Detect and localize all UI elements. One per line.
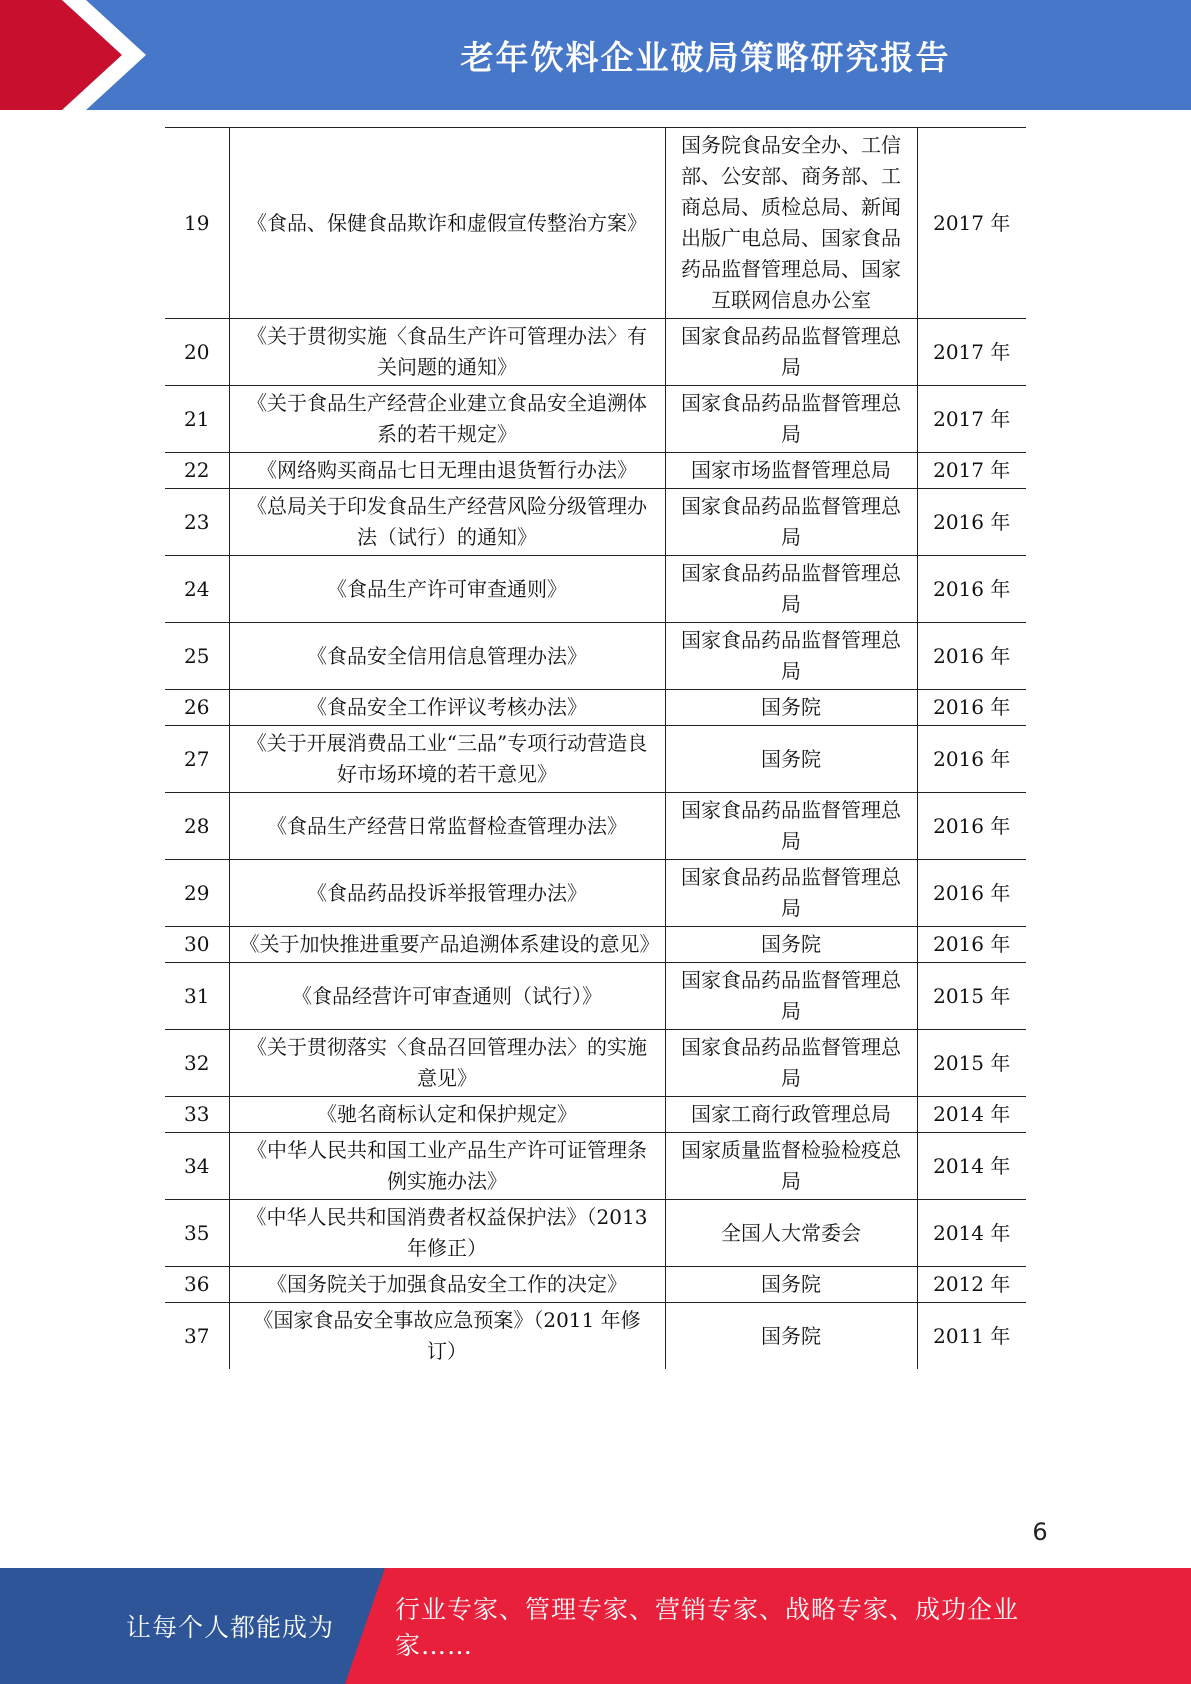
issuing-department: 国家食品药品监督管理总局 <box>665 319 917 386</box>
footer-slogan-right: 行业专家、管理专家、营销专家、战略专家、成功企业家…… <box>395 1595 1020 1660</box>
row-number: 29 <box>165 860 229 927</box>
table-row <box>165 690 1026 726</box>
issue-year: 2016 年 <box>917 793 1026 860</box>
issuing-department: 国家食品药品监督管理总局 <box>665 386 917 453</box>
issue-year: 2014 年 <box>917 1133 1026 1200</box>
header-chevron-icon <box>0 0 160 110</box>
table-row <box>165 128 1026 319</box>
policy-title: 《中华人民共和国消费者权益保护法》（2013 年修正） <box>229 1200 665 1267</box>
issuing-department: 国家食品药品监督管理总局 <box>665 793 917 860</box>
issuing-department: 国务院 <box>665 726 917 793</box>
row-number: 23 <box>165 489 229 556</box>
issue-year: 2016 年 <box>917 927 1026 963</box>
table-row <box>165 319 1026 386</box>
issuing-department: 国务院 <box>665 1267 917 1303</box>
table-row <box>165 556 1026 623</box>
policy-title: 《关于贯彻落实〈食品召回管理办法〉的实施意见》 <box>229 1030 665 1097</box>
issue-year: 2017 年 <box>917 386 1026 453</box>
table-row <box>165 1097 1026 1133</box>
issue-year: 2012 年 <box>917 1267 1026 1303</box>
issue-year: 2014 年 <box>917 1200 1026 1267</box>
table-row <box>165 1303 1026 1370</box>
row-number: 25 <box>165 623 229 690</box>
row-number: 24 <box>165 556 229 623</box>
table-row <box>165 453 1026 489</box>
table-row <box>165 963 1026 1030</box>
policy-title: 《食品生产经营日常监督检查管理办法》 <box>229 793 665 860</box>
issue-year: 2016 年 <box>917 623 1026 690</box>
policy-title: 《关于加快推进重要产品追溯体系建设的意见》 <box>229 927 665 963</box>
policy-title: 《食品、保健食品欺诈和虚假宣传整治方案》 <box>229 128 665 319</box>
issue-year: 2015 年 <box>917 963 1026 1030</box>
policy-title: 《食品安全工作评议考核办法》 <box>229 690 665 726</box>
issuing-department: 全国人大常委会 <box>665 1200 917 1267</box>
row-number: 19 <box>165 128 229 319</box>
table-row <box>165 386 1026 453</box>
row-number: 28 <box>165 793 229 860</box>
policy-title: 《国务院关于加强食品安全工作的决定》 <box>229 1267 665 1303</box>
policy-title: 《食品安全信用信息管理办法》 <box>229 623 665 690</box>
table-row <box>165 1030 1026 1097</box>
table-row <box>165 1133 1026 1200</box>
row-number: 21 <box>165 386 229 453</box>
issuing-department: 国家食品药品监督管理总局 <box>665 1030 917 1097</box>
issuing-department: 国务院 <box>665 927 917 963</box>
policy-title: 《食品生产许可审查通则》 <box>229 556 665 623</box>
issue-year: 2016 年 <box>917 860 1026 927</box>
policy-title: 《食品经营许可审查通则（试行）》 <box>229 963 665 1030</box>
row-number: 37 <box>165 1303 229 1370</box>
issue-year: 2017 年 <box>917 453 1026 489</box>
table-row <box>165 1267 1026 1303</box>
issue-year: 2011 年 <box>917 1303 1026 1370</box>
row-number: 35 <box>165 1200 229 1267</box>
issue-year: 2014 年 <box>917 1097 1026 1133</box>
issue-year: 2017 年 <box>917 128 1026 319</box>
footer-slogan-left: 让每个人都能成为 <box>125 1613 334 1642</box>
row-number: 30 <box>165 927 229 963</box>
issuing-department: 国务院 <box>665 690 917 726</box>
policy-title: 《关于贯彻实施〈食品生产许可管理办法〉有关问题的通知》 <box>229 319 665 386</box>
policy-title: 《中华人民共和国工业产品生产许可证管理条例实施办法》 <box>229 1133 665 1200</box>
issue-year: 2017 年 <box>917 319 1026 386</box>
policy-title: 《驰名商标认定和保护规定》 <box>229 1097 665 1133</box>
table-row <box>165 860 1026 927</box>
page-footer <box>0 1568 1191 1684</box>
policy-title: 《总局关于印发食品生产经营风险分级管理办法（试行）的通知》 <box>229 489 665 556</box>
table-row <box>165 623 1026 690</box>
issue-year: 2016 年 <box>917 690 1026 726</box>
row-number: 31 <box>165 963 229 1030</box>
row-number: 26 <box>165 690 229 726</box>
report-title: 老年饮料企业破局策略研究报告 <box>460 37 951 77</box>
issuing-department: 国家食品药品监督管理总局 <box>665 556 917 623</box>
policy-title: 《网络购买商品七日无理由退货暂行办法》 <box>229 453 665 489</box>
issuing-department: 国务院 <box>665 1303 917 1370</box>
issuing-department: 国家工商行政管理总局 <box>665 1097 917 1133</box>
page-header <box>0 0 1191 110</box>
table-row <box>165 1200 1026 1267</box>
issue-year: 2016 年 <box>917 726 1026 793</box>
issue-year: 2016 年 <box>917 556 1026 623</box>
row-number: 32 <box>165 1030 229 1097</box>
issuing-department: 国家市场监督管理总局 <box>665 453 917 489</box>
issuing-department: 国家食品药品监督管理总局 <box>665 623 917 690</box>
policy-title: 《食品药品投诉举报管理办法》 <box>229 860 665 927</box>
row-number: 27 <box>165 726 229 793</box>
row-number: 36 <box>165 1267 229 1303</box>
row-number: 33 <box>165 1097 229 1133</box>
issuing-department: 国务院食品安全办、工信部、公安部、商务部、工商总局、质检总局、新闻出版广电总局、国家食品药品监督管理总局、国家互联网信息办公室 <box>665 128 917 319</box>
issuing-department: 国家食品药品监督管理总局 <box>665 489 917 556</box>
policy-title: 《国家食品安全事故应急预案》（2011 年修订） <box>229 1303 665 1370</box>
policy-title: 《关于食品生产经营企业建立食品安全追溯体系的若干规定》 <box>229 386 665 453</box>
table-row <box>165 927 1026 963</box>
row-number: 34 <box>165 1133 229 1200</box>
row-number: 22 <box>165 453 229 489</box>
row-number: 20 <box>165 319 229 386</box>
issue-year: 2016 年 <box>917 489 1026 556</box>
issuing-department: 国家质量监督检验检疫总局 <box>665 1133 917 1200</box>
policy-table <box>165 127 1026 1369</box>
issue-year: 2015 年 <box>917 1030 1026 1097</box>
policy-title: 《关于开展消费品工业“三品”专项行动营造良好市场环境的若干意见》 <box>229 726 665 793</box>
page-number: 6 <box>1032 1518 1048 1546</box>
issuing-department: 国家食品药品监督管理总局 <box>665 860 917 927</box>
issuing-department: 国家食品药品监督管理总局 <box>665 963 917 1030</box>
table-row <box>165 726 1026 793</box>
table-row <box>165 489 1026 556</box>
table-row <box>165 793 1026 860</box>
